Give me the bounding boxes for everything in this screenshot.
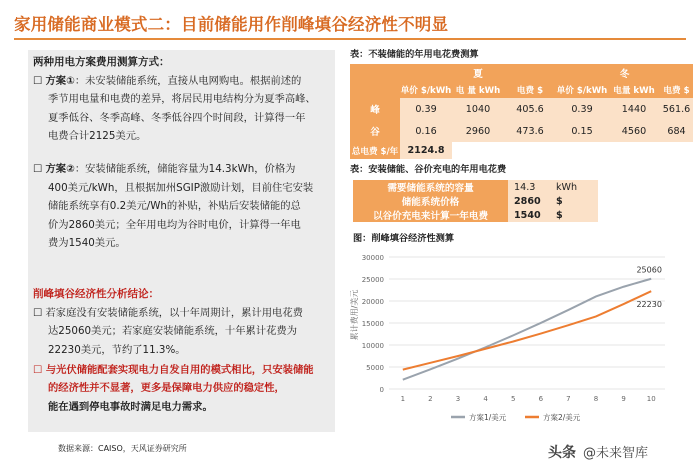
checkbox-icon: ☐ — [33, 307, 43, 319]
checkbox-icon: ☐ — [33, 364, 43, 376]
row-label: 需要储能系统的容量 — [353, 180, 508, 194]
x-tick-label: 4 — [483, 395, 488, 403]
methods-heading: 两种用电方案费用测算方式： — [33, 56, 170, 68]
plan2-line-4: 价为2860美元；全年用电均为谷时电价，计算得一年电 — [48, 219, 301, 231]
plan2-line-5: 费为1540美元。 — [48, 237, 126, 249]
legend-label: 方案2/美元 — [543, 413, 581, 422]
total-value: 2124.8 — [400, 142, 452, 159]
table-row — [350, 142, 693, 159]
table-row — [350, 64, 693, 81]
conclusion-2-line-1: ☐ 与光伏储能配套实现电力自发自用的模式相比，只安装储能 — [33, 364, 314, 376]
x-tick-label: 3 — [455, 395, 461, 403]
table-row — [350, 81, 693, 98]
cost-comparison-chart — [347, 243, 682, 435]
plan2-line-2: 400美元/kWh，且根据加州SGIP激励计划，目前住宅安装 — [48, 182, 314, 194]
col-header: 电费 $ — [660, 81, 693, 98]
conclusion-1-line-2: 达25060美元；若家庭安装储能系统，十年累计花费为 — [48, 325, 297, 337]
series-line — [403, 291, 651, 369]
table-row: 以谷价充电来计算一年电费 1540 $ — [353, 208, 598, 222]
plan2-line-3: 储能系统享有0.2美元/Wh的补贴，补贴后安装储能的总 — [48, 200, 301, 212]
col-header: 单价 $/kWh — [556, 81, 608, 98]
col-header: 电量 kWh — [608, 81, 660, 98]
y-tick-label: 15000 — [361, 320, 384, 328]
series-line — [403, 279, 651, 380]
y-tick-label: 5000 — [366, 364, 384, 372]
y-tick-label: 0 — [379, 386, 384, 394]
conclusion-2-line-3: 能在遇到停电事故时满足电力需求。 — [48, 401, 213, 413]
row-label: 峰 — [350, 98, 400, 120]
x-tick-label: 7 — [566, 395, 571, 403]
data-label: 22230 — [636, 300, 662, 310]
x-tick-label: 8 — [593, 395, 599, 403]
checkbox-icon: ☐ — [33, 163, 43, 175]
checkbox-icon: ☐ — [33, 75, 43, 87]
y-tick-label: 25000 — [361, 276, 384, 284]
annual-cost-table — [350, 64, 693, 159]
conclusion-1-line-1: ☐ 若家庭没有安装储能系统，以十年周期计，累计用电花费 — [33, 307, 303, 319]
legend-label: 方案1/美元 — [469, 413, 507, 422]
data-label: 25060 — [636, 265, 662, 275]
source-note: 数据来源：CAISO，天风证券研究所 — [58, 444, 187, 453]
conclusion-2-line-2: 的经济性并不显著，更多是保障电力供应的稳定性， — [48, 382, 285, 394]
x-tick-label: 9 — [621, 395, 626, 403]
col-header: 电 量 kWh — [452, 81, 504, 98]
watermark-brand: 头条 — [548, 445, 576, 461]
table-row: 谷 0.16 2960 473.6 0.15 4560 684 — [350, 120, 693, 142]
plan1-line-4: 电费合计2125美元。 — [48, 130, 147, 142]
table-row: 峰 0.39 1040 405.6 0.39 1440 561.6 — [350, 98, 693, 120]
x-tick-label: 6 — [538, 395, 544, 403]
plan1-line-3: 夏季低谷、冬季高峰、冬季低谷四个时间段，计算得一年 — [48, 112, 306, 124]
title-divider — [14, 38, 686, 40]
col-header: 单价 $/kWh — [400, 81, 452, 98]
watermark-account: @未来智库 — [583, 446, 649, 461]
plan1-line-2: 季节用电量和电费的差异，将居民用电结构分为夏季高峰、 — [48, 93, 316, 105]
y-tick-label: 20000 — [361, 298, 384, 306]
y-tick-label: 30000 — [361, 254, 384, 262]
season-winter: 冬 — [556, 64, 693, 81]
conclusion-1-line-3: 22230美元，节约了11.3%。 — [48, 344, 186, 356]
chart-caption: 图：削峰填谷经济性测算 — [353, 233, 455, 244]
plan2-line-1: ☐ 方案②：安装储能系统，储能容量为14.3kWh，价格为 — [33, 163, 296, 175]
season-summer: 夏 — [400, 64, 556, 81]
plan2-label: 方案② — [45, 163, 75, 175]
row-label: 谷 — [350, 120, 400, 142]
x-tick-label: 10 — [646, 395, 656, 403]
y-axis-label: 累计费用/美元 — [350, 289, 359, 341]
plan1-line-1: ☐ 方案①：未安装储能系统，直接从电网购电。根据前述的 — [33, 75, 302, 87]
storage-cost-table — [353, 180, 598, 222]
total-label: 总电费 $/年 — [350, 142, 400, 159]
x-tick-label: 2 — [428, 395, 433, 403]
row-label: 以谷价充电来计算一年电费 — [353, 208, 508, 222]
conclusion-heading: 削峰填谷经济性分析结论： — [33, 288, 159, 300]
table-row: 需要储能系统的容量 14.3 kWh — [353, 180, 598, 194]
x-tick-label: 5 — [510, 395, 516, 403]
y-tick-label: 10000 — [361, 342, 384, 350]
col-header: 电费 $ — [504, 81, 556, 98]
plan1-label: 方案① — [45, 75, 75, 87]
page-title: 家用储能商业模式二：目前储能用作削峰填谷经济性不明显 — [14, 15, 449, 34]
table2-caption: 表：安装储能、谷价充电的年用电花费 — [350, 164, 507, 175]
table1-caption: 表：不装储能的年用电花费测算 — [350, 49, 479, 60]
x-tick-label: 1 — [400, 395, 406, 403]
table-row: 储能系统价格 2860 $ — [353, 194, 598, 208]
row-label: 储能系统价格 — [353, 194, 508, 208]
